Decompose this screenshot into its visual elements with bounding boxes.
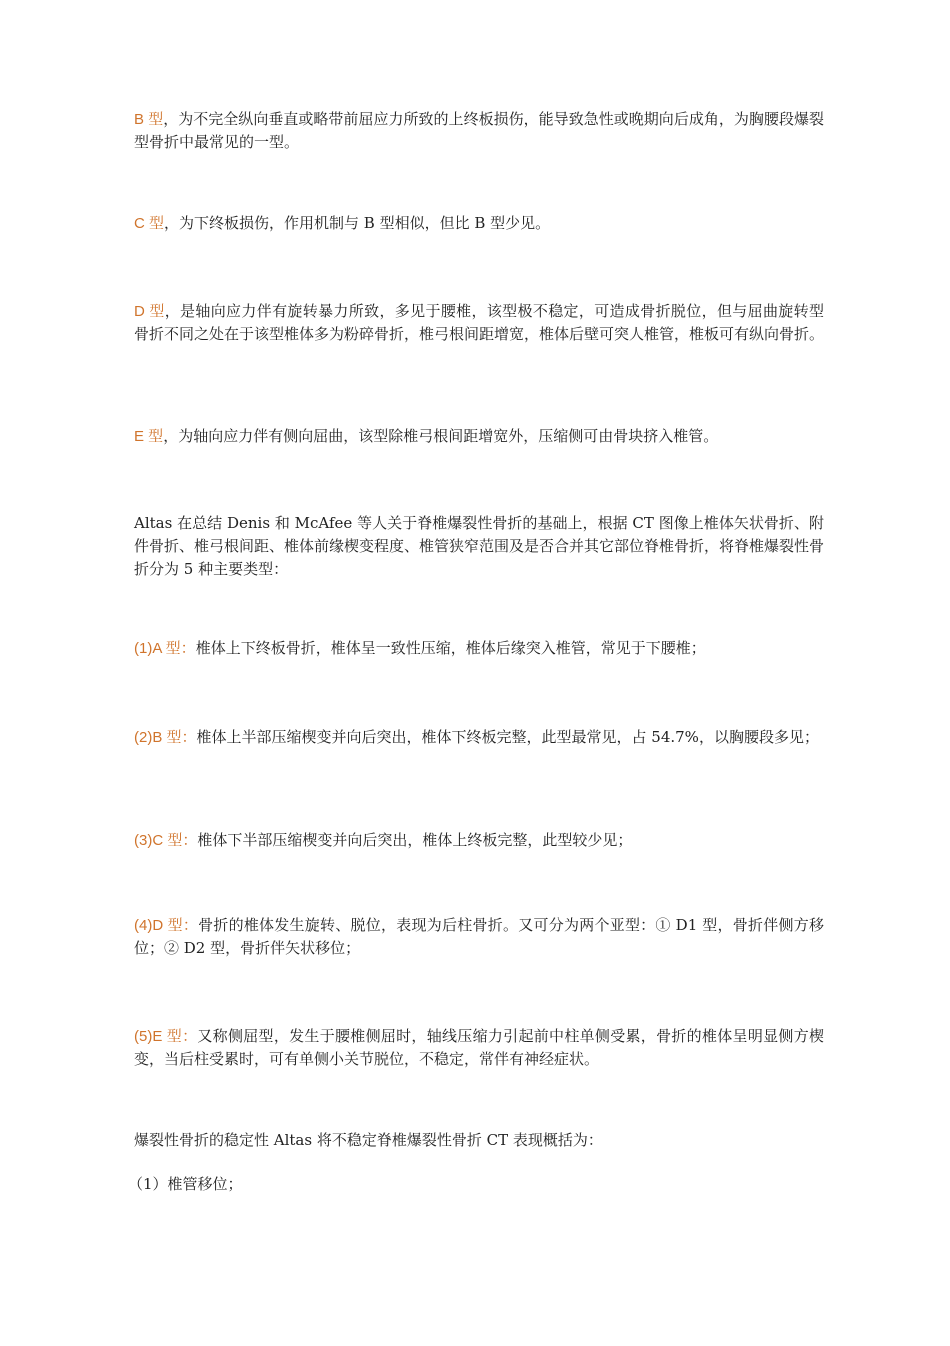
paragraph-text: 椎体下半部压缩楔变并向后突出，椎体上终板完整，此型较少见；: [197, 831, 633, 849]
paragraph-label: C 型: [134, 215, 165, 232]
paragraph-list-e: [134, 1025, 824, 1071]
paragraph-text: ，是轴向应力伴有旋转暴力所致，多见于腰椎，该型极不稳定，可造成骨折脱位，但与屈曲旋转型骨折不同之处在于该型椎体多为粉碎骨折，椎弓根间距增宽，椎体后壁可突人椎管，椎板可有纵向骨折。: [134, 302, 825, 343]
paragraph-text: 骨折的椎体发生旋转、脱位，表现为后柱骨折。又可分为两个亚型：① D1 型，骨折伴侧方移位；② D2 型，骨折伴矢状移位；: [134, 916, 824, 957]
paragraph-label: (5)E 型：: [134, 1028, 198, 1045]
paragraph-label: B 型: [134, 111, 164, 128]
paragraph-list-a: [134, 637, 824, 660]
paragraph-type-b: [134, 108, 824, 154]
paragraph-text: ，为下终板损伤，作用机制与 B 型相似，但比 B 型少见。: [164, 214, 551, 232]
paragraph-label: (2)B 型：: [134, 729, 197, 746]
paragraph-label: (1)A 型：: [134, 640, 196, 657]
paragraph-text: ，为轴向应力伴有侧向屈曲，该型除椎弓根间距增宽外，压缩侧可由骨块挤入椎管。: [163, 427, 719, 445]
paragraph-type-c: [134, 212, 824, 235]
paragraph-text: 又称侧屈型，发生于腰椎侧屈时，轴线压缩力引起前中柱单侧受累，骨折的椎体呈明显侧方楔变，当后柱受累时，可有单侧小关节脱位，不稳定，常伴有神经症状。: [134, 1027, 824, 1068]
paragraph-text: （1）椎管移位；: [128, 1175, 243, 1193]
paragraph-label: (4)D 型：: [134, 917, 199, 934]
paragraph-type-e: [134, 425, 824, 448]
paragraph-type-d: [134, 300, 824, 346]
paragraph-text: 椎体上半部压缩楔变并向后突出，椎体下终板完整，此型最常见，占 54.7%，以胸腰段多见；: [196, 728, 819, 746]
paragraph-altas-intro: [134, 512, 824, 581]
paragraph-label: (3)C 型：: [134, 832, 198, 849]
paragraph-list-d: [134, 914, 824, 960]
paragraph-text: 椎体上下终板骨折，椎体呈一致性压缩，椎体后缘突入椎管，常见于下腰椎；: [195, 639, 706, 657]
paragraph-list-b: [134, 726, 824, 749]
paragraph-list-c: [134, 829, 824, 852]
paragraph-stability: [134, 1129, 824, 1152]
paragraph-label: E 型: [134, 428, 164, 445]
paragraph-text: ，为不完全纵向垂直或略带前屈应力所致的上终板损伤，能导致急性或晚期向后成角，为胸腰段爆裂型骨折中最常见的一型。: [134, 110, 824, 151]
paragraph-label: D 型: [134, 303, 165, 320]
paragraph-text: Altas 在总结 Denis 和 McAfee 等人关于脊椎爆裂性骨折的基础上，根据 CT 图像上椎体矢状骨折、附件骨折、椎弓根间距、椎体前缘楔变程度、椎管狭窄范围及是否合并其它部位脊椎骨折，将脊椎爆裂性骨折分为 5 种主要类型：: [134, 514, 825, 578]
paragraph-item-1: [128, 1173, 818, 1196]
paragraph-text: 爆裂性骨折的稳定性 Altas 将不稳定脊椎爆裂性骨折 CT 表现概括为：: [134, 1131, 603, 1149]
